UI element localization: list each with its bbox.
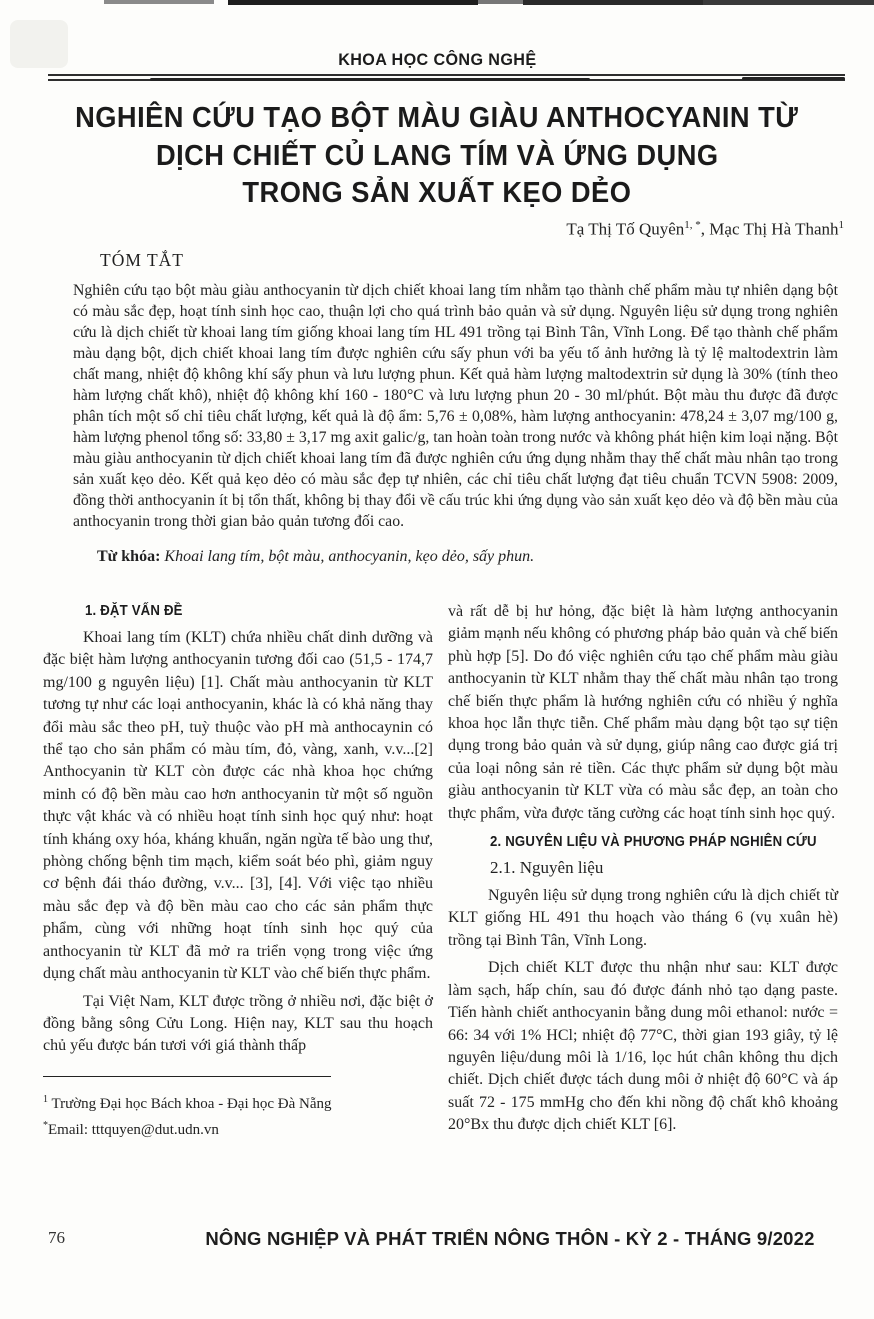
affiliation-footnote-marker: 1 (43, 1093, 48, 1105)
section-2-heading-text: 2. NGUYÊN LIỆU VÀ PHƯƠNG PHÁP NGHIÊN CỨU (490, 833, 817, 851)
author-separator: , (700, 219, 710, 239)
intro-paragraph-2: Tại Việt Nam, KLT được trồng ở nhiều nơi, đặc biệt ở đồng bằng sông Cửu Long. Hiện nay, KLT sau thu hoạch chủ yếu được bán tươi với giá thành thấp (43, 992, 433, 1055)
author-1-superscript: 1, * (684, 219, 701, 231)
email-footnote-marker: * (43, 1119, 48, 1131)
keywords-line (97, 548, 838, 566)
section-2-heading (448, 833, 838, 851)
materials-paragraph-1: Nguyên liệu sử dụng trong nghiên cứu là dịch chiết từ KLT giống HL 491 thu hoạch vào tháng 6 (vụ xuân hè) trồng tại Bình Tân, Vĩnh Long. (448, 887, 838, 949)
scan-edge-artifact (523, 0, 703, 5)
journal-section-header (0, 50, 874, 70)
rule-smudge (150, 78, 590, 81)
authors-line (566, 219, 844, 240)
article-title (0, 100, 874, 213)
journal-footer: NÔNG NGHIỆP VÀ PHÁT TRIỂN NÔNG THÔN - KỲ 2 - THÁNG 9/2022 (205, 1228, 815, 1249)
scan-edge-artifact (478, 0, 523, 4)
intro-paragraph-1: Khoai lang tím (KLT) chứa nhiều chất dinh dưỡng và đặc biệt hàm lượng anthocyanin tương đối cao (51,5 - 174,7 mg/100 g nguyên liệu) [1]. Chất màu anthocyanin từ KLT tương tự như các loại anthocyanin, khác là có khả năng thay đổi màu sắc theo pH, tuỳ thuộc vào pH mà anthocaynin có thể tạo cho sản phẩm có màu tím, đỏ, vàng, xanh, v.v...[2] Anthocyanin từ KLT còn được các nhà khoa học chứng minh có độ bền màu cao hơn anthocyanin từ một số nguồn thực vật khác và có nhiều hoạt tính sinh học quý như: hoạt tính kháng oxy hóa, kháng khuẩn, ngăn ngừa tế bào ung thư, phòng chống bệnh tim mạch, kiểm soát béo phì, giảm nguy cơ bệnh đái tháo đường, v.v... [3], [4]. Với việc tạo nhiều màu sắc đẹp và độ bền màu cao cho các sản phẩm thực phẩm, cùng với những hoạt tính sinh học quý của anthocyanin từ KLT đã mở ra triển vọng trong việc ứng dụng chất màu anthocyanin từ KLT vào chế biến thực phẩm. (43, 629, 433, 983)
author-2-superscript: 1 (838, 219, 844, 231)
footnote-divider (43, 1076, 331, 1077)
scan-edge-artifact (703, 0, 874, 5)
scan-edge-artifact (104, 0, 214, 4)
affiliation-footnote-text: Trường Đại học Bách khoa - Đại học Đà Nẵng (48, 1095, 332, 1112)
affiliation-footnote (43, 1089, 433, 1115)
right-column (448, 601, 838, 1142)
body-columns (43, 601, 838, 1142)
article-title-line-2: DỊCH CHIẾT CỦ LANG TÍM VÀ ỨNG DỤNG (155, 139, 719, 172)
materials-paragraph-2: Dịch chiết KLT được thu nhận như sau: KLT được làm sạch, hấp chín, sau đó được đánh nhỏ tạo dạng paste. Tiến hành chiết anthocyanin bằng dung môi ethanol: nước = 66: 34 với 1% HCl; nhiệt độ 77°C, thời gian 193 giây, tỷ lệ nguyên liệu/dung môi là 1/16, lọc hút chân không thu dịch chiết. Dịch chiết được tách dung môi ở nhiệt độ 60°C và áp suất 72 - 175 mmHg cho đến khi nồng độ chất khô khoảng 20°Bx thu được dịch chiết KLT [6]. (448, 959, 838, 1134)
keywords-label: Từ khóa: (97, 548, 161, 565)
intro-continuation-paragraph: và rất dễ bị hư hỏng, đặc biệt là hàm lượng anthocyanin giảm mạnh nếu không có phương pháp bảo quản và chế biến phù hợp [5]. Do đó việc nghiên cứu tạo chế phẩm màu giàu anthocyanin từ KLT nhằm thay thế chất màu nhân tạo trong chế biến thực phẩm là hướng nghiên cứu có nhiều ý nghĩa khoa học lẫn thực tiễn. Chế phẩm màu dạng bột tạo sự tiện dụng trong bảo quản và sử dụng, giúp nâng cao được giá trị của loại nông sản rẻ tiền. Các thực phẩm sử dụng bột màu giàu anthocyanin từ KLT vừa có màu sắc đẹp, an toàn cho thực phẩm, vừa được tăng cường các hoạt tính sinh học quý. (448, 603, 838, 822)
email-footnote (43, 1115, 433, 1141)
page-number: 76 (48, 1228, 65, 1247)
journal-section-header-text: KHOA HỌC CÔNG NGHỆ (337, 50, 537, 69)
keywords-list: Khoai lang tím, bột màu, anthocyanin, kẹo dẻo, sấy phun. (160, 548, 535, 565)
rule-smudge (742, 77, 845, 80)
section-1-heading (43, 602, 433, 620)
author-2: Mạc Thị Hà Thanh (709, 219, 839, 239)
author-1: Tạ Thị Tố Quyên (566, 219, 685, 239)
article-title-line-1: NGHIÊN CỨU TẠO BỘT MÀU GIÀU ANTHOCYANIN TỪ (75, 102, 799, 134)
left-column (43, 601, 433, 1142)
section-1-heading-text: 1. ĐẶT VẤN ĐỀ (85, 602, 183, 619)
abstract-text: Nghiên cứu tạo bột màu giàu anthocyanin từ dịch chiết khoai lang tím nhằm tạo thành chế phẩm màu tự nhiên dạng bột có màu sắc đẹp, hoạt tính sinh học cao, thuận lợi cho quá trình bảo quản và sử dụng. Nguyên liệu sử dụng trong nghiên cứu là dịch chiết từ khoai lang tím giống khoai lang tím HL 491 trồng tại Bình Tân, Vĩnh Long. Để tạo thành chế phẩm màu dạng bột, dịch chiết khoai lang tím được nghiên cứu sấy phun với ba yếu tố ảnh hưởng là tỷ lệ maltodextrin làm chất mang, nhiệt độ không khí sấy phun và lưu lượng phun. Kết quả hàm lượng maltodextrin sử dụng là 30% (tính theo hàm lượng chất khô), nhiệt độ không khí 160 - 180°C và lưu lượng phun 20 - 30 ml/phút. Bột màu thu được đã được phân tích một số chỉ tiêu chất lượng, kết quả là độ ẩm: 5,76 ± 0,08%, hàm lượng anthocyanin: 478,24 ± 3,07 mg/100 g, hàm lượng phenol tổng số: 33,80 ± 3,17 mg axit galic/g, tan hoàn toàn trong nước và không phát hiện kim loại nặng. Bột màu giàu anthocyanin từ dịch chiết khoai lang tím đã được nghiên cứu ứng dụng nhằm thay thế chất màu nhân tạo trong sản xuất kẹo dẻo. Kết quả kẹo dẻo có màu sắc đẹp tự nhiên, các chỉ tiêu chất lượng đạt tiêu chuẩn TCVN 5908: 2009, đồng thời anthocyanin ít bị tổn thất, không bị thay đổi về cấu trúc khi ứng dụng vào sản xuất kẹo dẻo và độ bền màu của anthocyanin trong thời gian bảo quản tương đối cao. (73, 282, 838, 530)
scan-edge-artifact (228, 0, 478, 5)
email-footnote-text: Email: tttquyen@dut.udn.vn (48, 1121, 219, 1138)
abstract-heading: TÓM TẮT (100, 250, 184, 270)
subsection-2-1-heading: 2.1. Nguyên liệu (490, 858, 604, 878)
article-title-line-3: TRONG SẢN XUẤT KẸO DẺO (242, 177, 632, 209)
